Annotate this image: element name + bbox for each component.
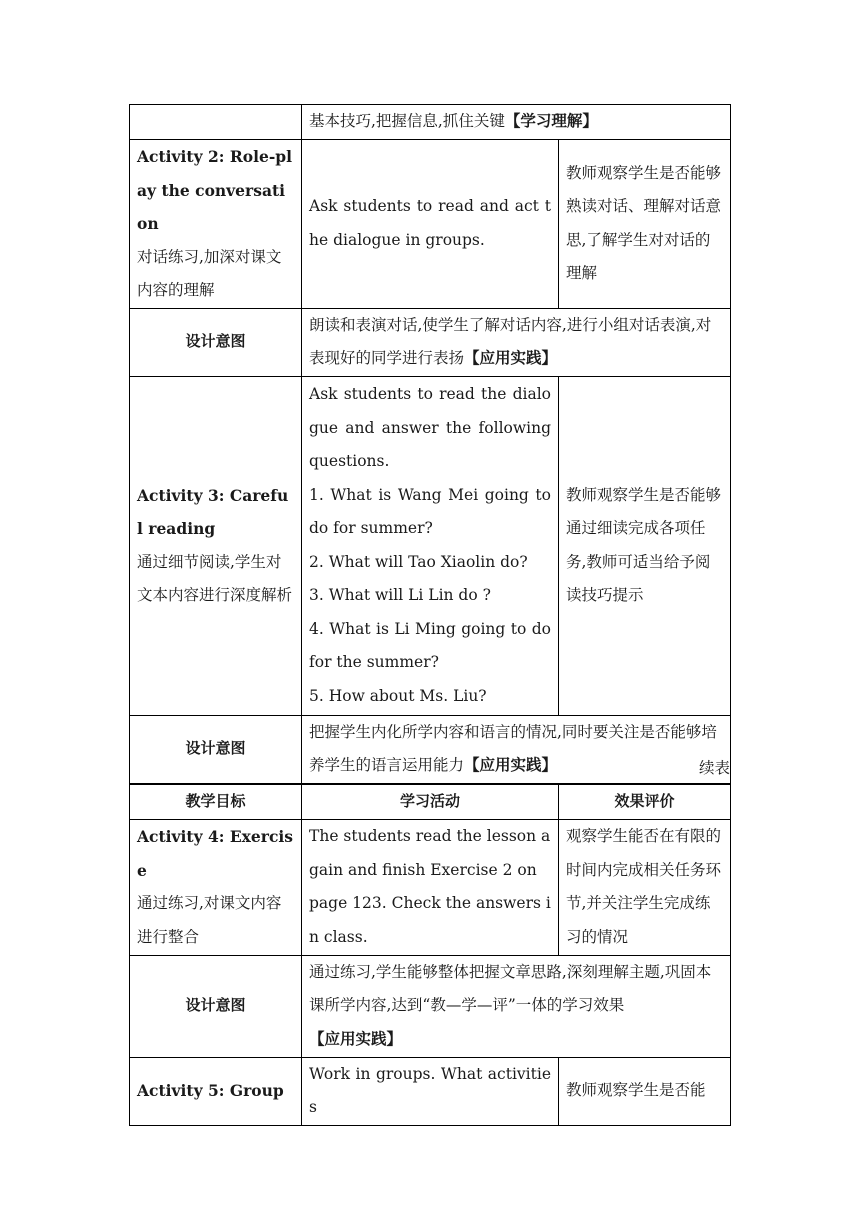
objective-cell	[130, 819, 302, 955]
activity-title: Activity 2: Role-play the conversation	[137, 147, 292, 233]
table-row	[130, 1057, 731, 1125]
activity-title: Activity 4: Exercise	[137, 827, 294, 880]
activity-cell: Work in groups. What activities	[302, 1057, 559, 1125]
table-row	[130, 308, 731, 376]
design-intent-cell	[302, 715, 731, 783]
intent-tag: 【学习理解】	[504, 112, 598, 131]
question-item: 4. What is Li Ming going to do for the summer?	[309, 619, 551, 671]
design-intent-cell	[302, 955, 731, 1057]
table-row	[130, 105, 731, 140]
evaluation-cell: 教师观察学生是否能够熟读对话、理解对话意思,了解学生对对话的理解	[559, 140, 731, 309]
question-item: 1. What is Wang Mei going to do for summer?	[309, 485, 551, 537]
continued-intent-text: 基本技巧,把握信息,抓住关键	[309, 112, 505, 131]
continued-intent-cell	[302, 105, 731, 140]
empty-cell	[130, 105, 302, 140]
intent-tag: 【应用实践】	[464, 756, 558, 774]
table-row	[130, 376, 731, 715]
evaluation-cell: 观察学生能否在有限的时间内完成相关任务环节,并关注学生完成练习的情况	[559, 819, 731, 955]
activity-description: 通过细节阅读,学生对文本内容进行深度解析	[137, 552, 293, 604]
design-intent-label: 设计意图	[130, 308, 302, 376]
column-header-evaluation: 效果评价	[559, 785, 731, 820]
column-header-objective: 教学目标	[130, 785, 302, 820]
question-item: 2. What will Tao Xiaolin do?	[309, 552, 528, 571]
design-intent-text: 把握学生内化所学内容和语言的情况,同时要关注是否能够培养学生的语言运用能力	[309, 722, 717, 774]
activity-cell: Ask students to read and act the dialogue in groups.	[302, 140, 559, 309]
table-row	[130, 819, 731, 955]
intent-tag: 【应用实践】	[464, 349, 558, 367]
design-intent-label: 设计意图	[130, 715, 302, 783]
intent-tag: 【应用实践】	[309, 1029, 403, 1048]
header-row	[130, 785, 731, 820]
activity-description: 通过练习,对课文内容进行整合	[137, 894, 282, 946]
objective-cell	[130, 140, 302, 309]
table-row	[130, 955, 731, 1057]
activity-title: Activity 3: Careful reading	[137, 485, 289, 538]
design-intent-text: 通过练习,学生能够整体把握文章思路,深刻理解主题,巩固本课所学内容,达到“教—学—评”一体的学习效果	[309, 962, 712, 1015]
design-intent-cell	[302, 308, 731, 376]
table-row	[130, 715, 731, 783]
design-intent-text: 朗读和表演对话,使学生了解对话内容,进行小组对话表演,对表现好的同学进行表扬	[309, 315, 712, 367]
design-intent-label: 设计意图	[130, 955, 302, 1057]
evaluation-cell: 教师观察学生是否能	[559, 1057, 731, 1125]
objective-cell	[130, 376, 302, 715]
question-item: 3. What will Li Lin do ?	[309, 586, 491, 604]
activity-title: Activity 5: Group	[130, 1057, 302, 1125]
table-row	[130, 140, 731, 309]
activity-intro: Ask students to read the dialogue and answer the following questions.	[309, 385, 551, 470]
activity-cell	[302, 376, 559, 715]
lesson-plan-table-1	[129, 104, 731, 784]
evaluation-cell: 教师观察学生是否能够通过细读完成各项任务,教师可适当给予阅读技巧提示	[559, 376, 731, 715]
activity-description: 对话练习,加深对课文内容的理解	[137, 247, 282, 299]
activity-cell: The students read the lesson again and finish Exercise 2 on page 123. Check the answers in class.	[302, 819, 559, 955]
lesson-plan-table-2	[129, 784, 731, 1126]
question-item: 5. How about Ms. Liu?	[309, 686, 487, 705]
continued-label: 续表	[698, 759, 730, 777]
column-header-activity: 学习活动	[302, 785, 559, 820]
